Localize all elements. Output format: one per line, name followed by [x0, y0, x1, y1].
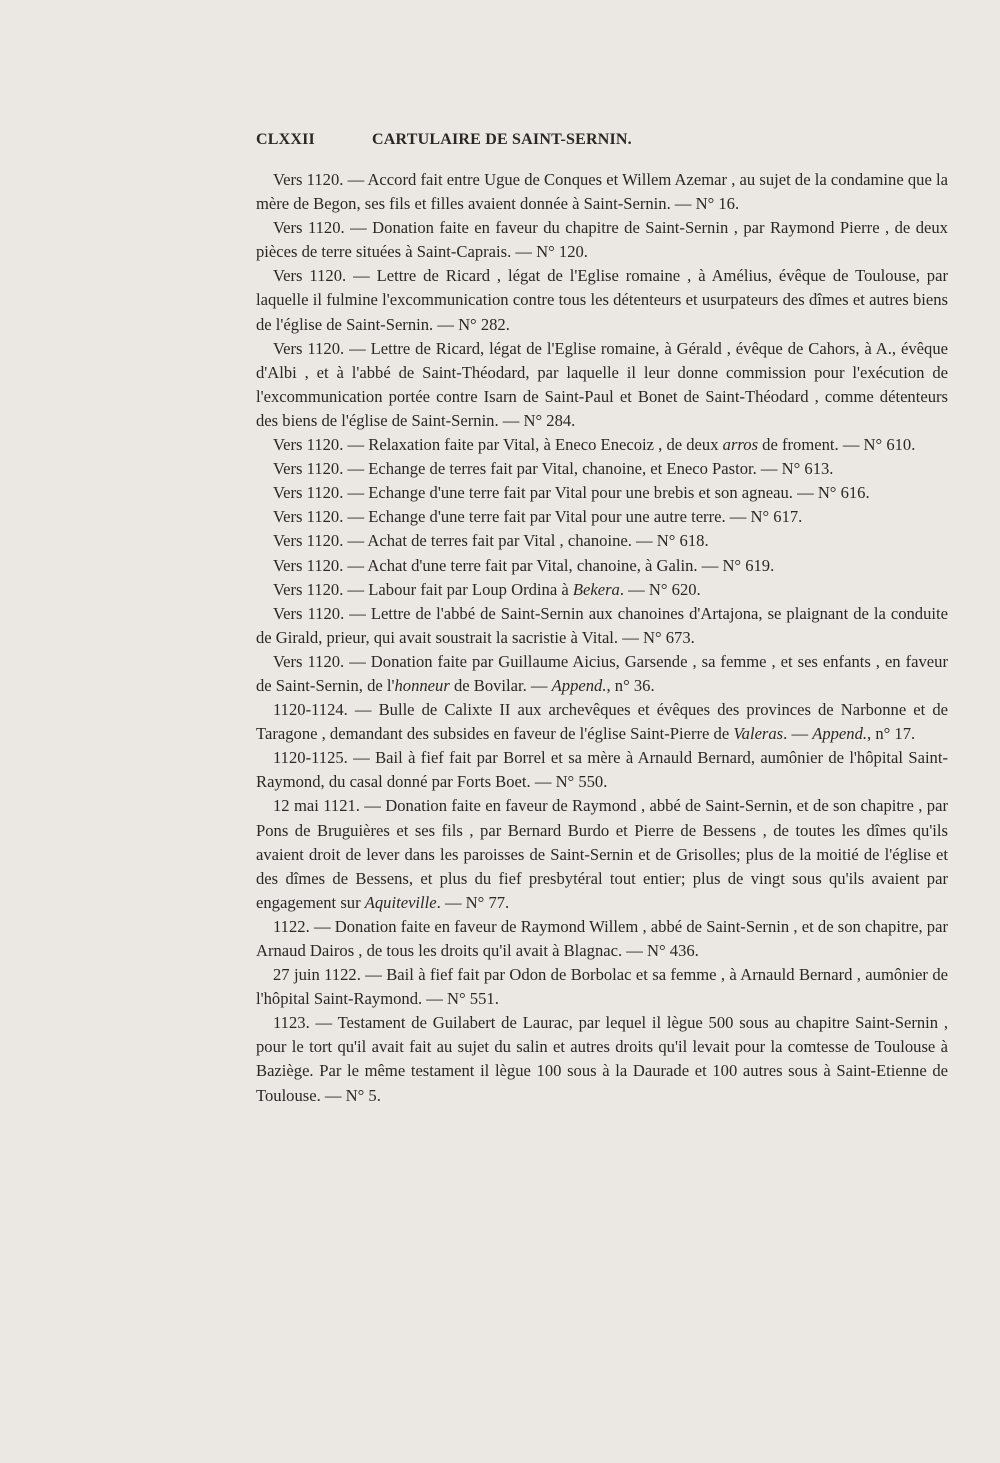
entry-text: de Bovilar. —: [449, 675, 552, 695]
entry-date: Vers 1120.: [273, 507, 344, 527]
entry-date: 1120-1125.: [273, 748, 348, 768]
entry-text: — Lettre de Ricard , légat de l'Eglise romaine , à Amélius, évêque de Toulouse, par laquelle il fulmine l'excommunication contre tous les détenteurs et usurpateurs des dîmes et autres biens de l'église de Saint-Sernin. — N° 282.: [256, 266, 948, 334]
entry-italic: Append.: [551, 675, 607, 695]
entry-date: Vers 1120.: [273, 459, 344, 479]
entry-2: [256, 216, 948, 264]
entry-italic: Append.: [812, 724, 868, 744]
entry-date: Vers 1120.: [273, 338, 345, 358]
entry-19: [256, 1011, 948, 1107]
entry-7: [256, 481, 948, 505]
entry-text: . — N° 620.: [619, 579, 701, 599]
entry-italic: arros: [722, 435, 759, 455]
entry-15: [256, 746, 948, 794]
entry-date: Vers 1120.: [273, 579, 344, 599]
entry-date: Vers 1120.: [273, 170, 344, 189]
entry-text: de froment. — N° 610.: [758, 435, 916, 455]
entry-text: — Donation faite en faveur du chapitre de Saint-Sernin , par Raymond Pierre , de deux pièces de terre situées à Saint-Caprais. — N° 120.: [256, 218, 948, 262]
entry-text: — Donation faite en faveur de Raymond , abbé de Saint-Sernin, et de son chapitre , par Pons de Bruguières et ses fils , par Bernard Burdo et Pierre de Bessens , de toutes les dîmes qu'ils avaient droit de lever dans les paroisses de Saint-Sernin et de Grisolles; plus de la moitié de l'église et des dîmes de Bessens, et plus du fief presbytéral tout entier; plus de vingt sous qu'ils avaient par engagement sur: [256, 796, 948, 912]
entry-text: — Achat d'une terre fait par Vital, chanoine, à Galin. — N° 619.: [343, 555, 775, 575]
entry-5: [256, 433, 948, 457]
entry-10: [256, 554, 948, 578]
entry-date: 12 mai 1121.: [273, 796, 360, 816]
entry-16: [256, 794, 948, 914]
entry-8: [256, 505, 948, 529]
entry-text: — Bail à fief fait par Borrel et sa mère à Arnauld Bernard, aumônier de l'hôpital Saint-Raymond, du casal donné par Forts Boet. — N° 550.: [256, 748, 948, 792]
entry-text: , n° 36.: [606, 675, 655, 695]
entry-text: — Lettre de l'abbé de Saint-Sernin aux chanoines d'Artajona, se plaignant de la conduite de Girald, prieur, qui avait soustrait la sacristie à Vital. — N° 673.: [256, 603, 948, 647]
entry-text: — Testament de Guilabert de Laurac, par lequel il lègue 500 sous au chapitre Saint-Sernin , pour le tort qu'il avait fait au sujet du salin et autres droits qu'il levait pour la comtesse de Toulouse à Baziège. Par le même testament il lègue 100 sous à la Daurade et 100 autres sous à Saint-Etienne de Toulouse. — N° 5.: [256, 1013, 948, 1105]
entry-date: 1120-1124.: [273, 700, 348, 720]
entry-text: — Echange de terres fait par Vital, chanoine, et Eneco Pastor. — N° 613.: [343, 459, 834, 479]
entry-date: Vers 1120.: [273, 483, 344, 503]
entry-italic: Bekera: [572, 579, 620, 599]
entry-text: — Accord fait entre Ugue de Conques et Willem Azemar , au sujet de la condamine que la mère de Begon, ses fils et filles avaient donnée à Saint-Sernin. — N° 16.: [256, 170, 948, 214]
entry-date: Vers 1120.: [273, 218, 345, 238]
entry-date: Vers 1120.: [273, 651, 345, 671]
entry-text: — Echange d'une terre fait par Vital pour une brebis et son agneau. — N° 616.: [343, 483, 870, 503]
entry-text: — Donation faite par Guillaume Aicius, Garsende , sa femme , et ses enfants , en faveur de Saint-Sernin, de l': [256, 651, 948, 695]
running-title: CARTULAIRE DE SAINT-SERNIN.: [372, 131, 632, 148]
entry-text: — Labour fait par Loup Ordina à: [343, 579, 573, 599]
entry-14: [256, 698, 948, 746]
entry-6: [256, 457, 948, 481]
entry-date: Vers 1120.: [273, 531, 344, 551]
entry-date: Vers 1120.: [273, 266, 347, 286]
entry-text: — Relaxation faite par Vital, à Eneco Enecoiz , de deux: [343, 435, 723, 455]
entry-17: [256, 915, 948, 963]
entry-text: — Donation faite en faveur de Raymond Willem , abbé de Saint-Sernin , et de son chapitre, par Arnaud Dairos , de tous les droits qu'il avait à Blagnac. — N° 436.: [256, 916, 948, 960]
entry-date: Vers 1120.: [273, 435, 344, 455]
entry-text: . — N° 77.: [436, 892, 510, 912]
running-head: [256, 131, 948, 155]
entry-italic: Aquiteville: [364, 892, 437, 912]
entry-date: 1122.: [273, 916, 310, 936]
entry-text: — Bail à fief fait par Odon de Borbolac et sa femme , à Arnauld Bernard , aumônier de l'hôpital Saint-Raymond. — N° 551.: [256, 965, 948, 1009]
entry-13: [256, 650, 948, 698]
entry-text: — Lettre de Ricard, légat de l'Eglise romaine, à Gérald , évêque de Cahors, à A., évêque d'Albi , et à l'abbé de Saint-Théodard, par laquelle il leur donne commission pour l'exécution de l'excommunication portée contre Isarn de Saint-Paul et Bonet de Saint-Théodard , comme détenteurs des biens de l'église de Saint-Sernin. — N° 284.: [256, 338, 948, 430]
entry-italic: Valeras: [733, 724, 784, 744]
entry-text: — Achat de terres fait par Vital , chanoine. — N° 618.: [343, 531, 709, 551]
entry-9: [256, 529, 948, 553]
entry-italic: honneur: [394, 675, 450, 695]
entry-text: . —: [783, 724, 813, 744]
entry-text: — Echange d'une terre fait par Vital pour une autre terre. — N° 617.: [343, 507, 803, 527]
entry-date: 27 juin 1122.: [273, 965, 361, 985]
entry-date: Vers 1120.: [273, 555, 344, 575]
entry-4: [256, 337, 948, 433]
entry-text: , n° 17.: [867, 724, 916, 744]
entry-date: Vers 1120.: [273, 603, 345, 623]
entry-text: — Bulle de Calixte II aux archevêques et évêques des provinces de Narbonne et de Taragone , demandant des subsides en faveur de l'église Saint-Pierre de: [256, 700, 948, 744]
entry-18: [256, 963, 948, 1011]
entry-12: [256, 602, 948, 650]
entry-1: [256, 168, 948, 216]
body-text: [256, 168, 948, 1108]
entry-3: [256, 264, 948, 336]
entry-11: [256, 578, 948, 602]
entry-date: 1123.: [273, 1013, 310, 1033]
page-folio: CLXXII: [256, 131, 315, 148]
